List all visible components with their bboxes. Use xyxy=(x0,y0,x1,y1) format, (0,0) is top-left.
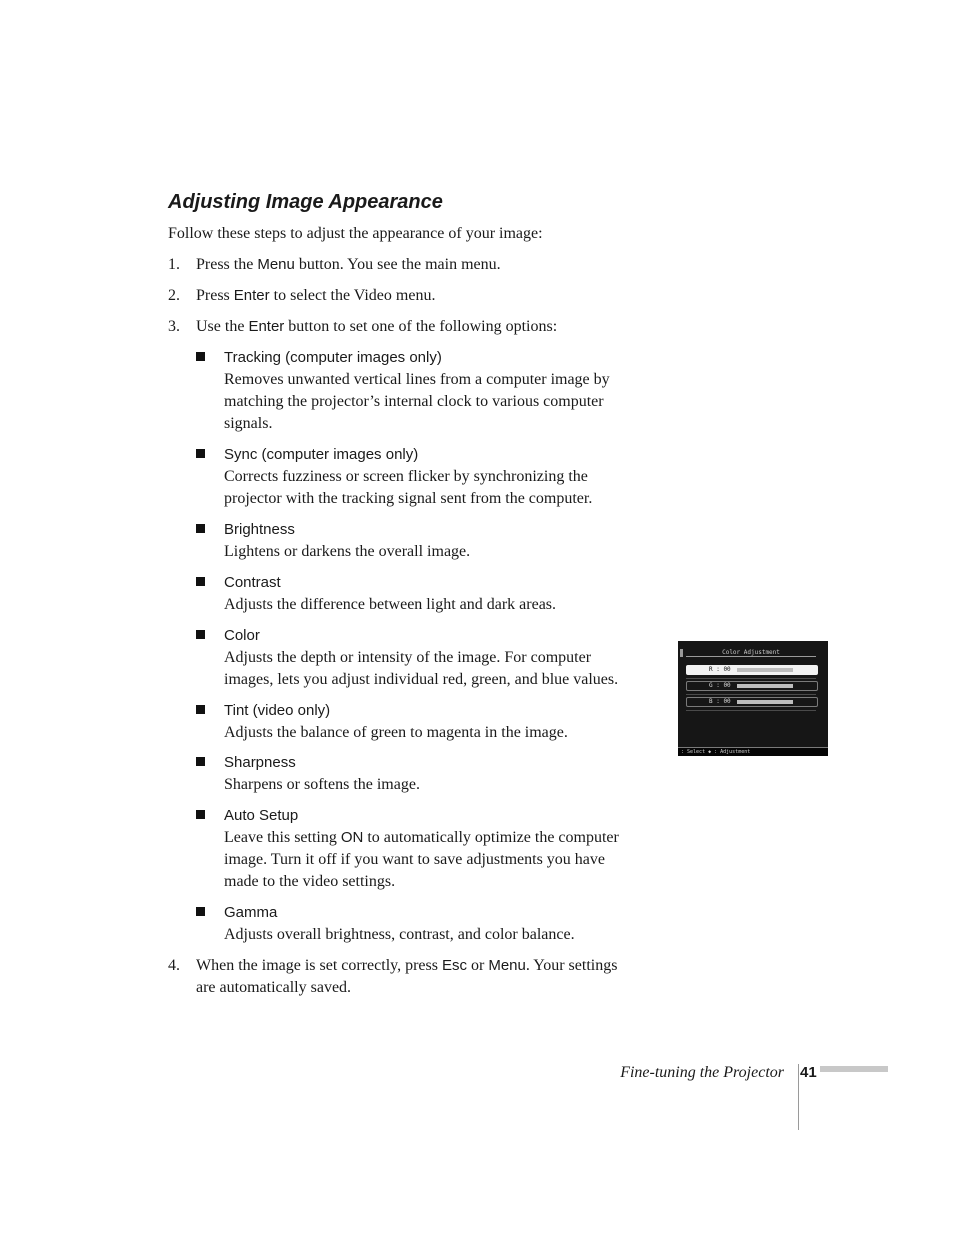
key-label: Menu xyxy=(488,957,526,974)
menu-marker xyxy=(680,649,683,657)
step-number: 2. xyxy=(168,287,180,304)
option-label: Sync (computer images only) xyxy=(224,446,419,463)
osd-divider xyxy=(686,678,816,679)
option-description: Adjusts the depth or intensity of the image. For computer images, lets you adjust individual red, green, and blue values. xyxy=(224,649,619,688)
bullet-icon xyxy=(196,705,205,714)
option-label: Tracking (computer images only) xyxy=(224,349,442,366)
option-description: Corrects fuzziness or screen flicker by synchronizing the projector with the tracking signal sent from the computer. xyxy=(224,468,593,507)
bullet-icon xyxy=(196,757,205,766)
option-description: Removes unwanted vertical lines from a computer image by matching the projector’s internal clock to various computer signals. xyxy=(224,371,610,432)
option-description: Sharpens or softens the image. xyxy=(224,776,420,793)
option-label: Brightness xyxy=(224,521,295,538)
osd-slider-bar xyxy=(737,668,793,672)
bullet-icon xyxy=(196,577,205,586)
osd-row-blue xyxy=(686,697,818,707)
bullet-icon xyxy=(196,352,205,361)
color-adjustment-screenshot xyxy=(678,641,828,756)
step-text: Press Enter to select the Video menu. xyxy=(196,287,436,304)
key-label: Enter xyxy=(233,287,270,304)
osd-row-red xyxy=(686,665,818,675)
option-label: Gamma xyxy=(224,904,278,921)
option-label: Color xyxy=(224,627,260,644)
osd-slider-bar xyxy=(737,700,793,704)
step-text: Use the Enter button to set one of the following options: xyxy=(196,318,558,335)
key-label: Menu xyxy=(257,256,295,273)
option-description: Adjusts the difference between light and dark areas. xyxy=(224,596,557,613)
osd-footer: : Select ◆ : Adjustment xyxy=(678,747,828,756)
option-label: Auto Setup xyxy=(224,807,299,824)
bullet-icon xyxy=(196,907,205,916)
option-description: Leave this setting ON to automatically optimize the computer image. Turn it off if you want to save adjustments you have made to the video settings. xyxy=(224,829,619,890)
osd-row-label: G : 00 xyxy=(709,682,731,689)
step-text: Press the Menu button. You see the main menu. xyxy=(196,256,501,273)
osd-row-green xyxy=(686,681,818,691)
option-description: Lightens or darkens the overall image. xyxy=(224,543,471,560)
bullet-icon xyxy=(196,449,205,458)
osd-row-label: B : 00 xyxy=(709,698,731,705)
bullet-icon xyxy=(196,524,205,533)
footer-section-title: Fine-tuning the Projector xyxy=(620,1064,784,1081)
step-number: 3. xyxy=(168,318,180,335)
footer-bar xyxy=(820,1066,888,1072)
step-number: 4. xyxy=(168,957,180,974)
option-label: Sharpness xyxy=(224,754,296,771)
osd-row-label: R : 00 xyxy=(709,666,731,673)
page-title: Adjusting Image Appearance xyxy=(168,191,443,213)
key-label: Esc xyxy=(441,957,467,974)
footer-divider xyxy=(798,1064,799,1130)
intro-paragraph: Follow these steps to adjust the appearance of your image: xyxy=(168,225,543,242)
step-number: 1. xyxy=(168,256,180,273)
bullet-icon xyxy=(196,630,205,639)
osd-title: Color Adjustment xyxy=(686,649,816,657)
option-description: Adjusts the balance of green to magenta in the image. xyxy=(224,724,568,741)
osd-slider-bar xyxy=(737,684,793,688)
key-label: Enter xyxy=(248,318,285,335)
option-label: Contrast xyxy=(224,574,281,591)
key-label: ON xyxy=(340,829,364,846)
page-number: 41 xyxy=(800,1064,817,1081)
osd-divider xyxy=(686,710,816,711)
option-label: Tint (video only) xyxy=(224,702,331,719)
step-text: When the image is set correctly, press Esc or Menu. Your settings are automatically saved. xyxy=(196,957,618,996)
option-description: Adjusts overall brightness, contrast, and color balance. xyxy=(224,926,575,943)
osd-divider xyxy=(686,694,816,695)
bullet-icon xyxy=(196,810,205,819)
